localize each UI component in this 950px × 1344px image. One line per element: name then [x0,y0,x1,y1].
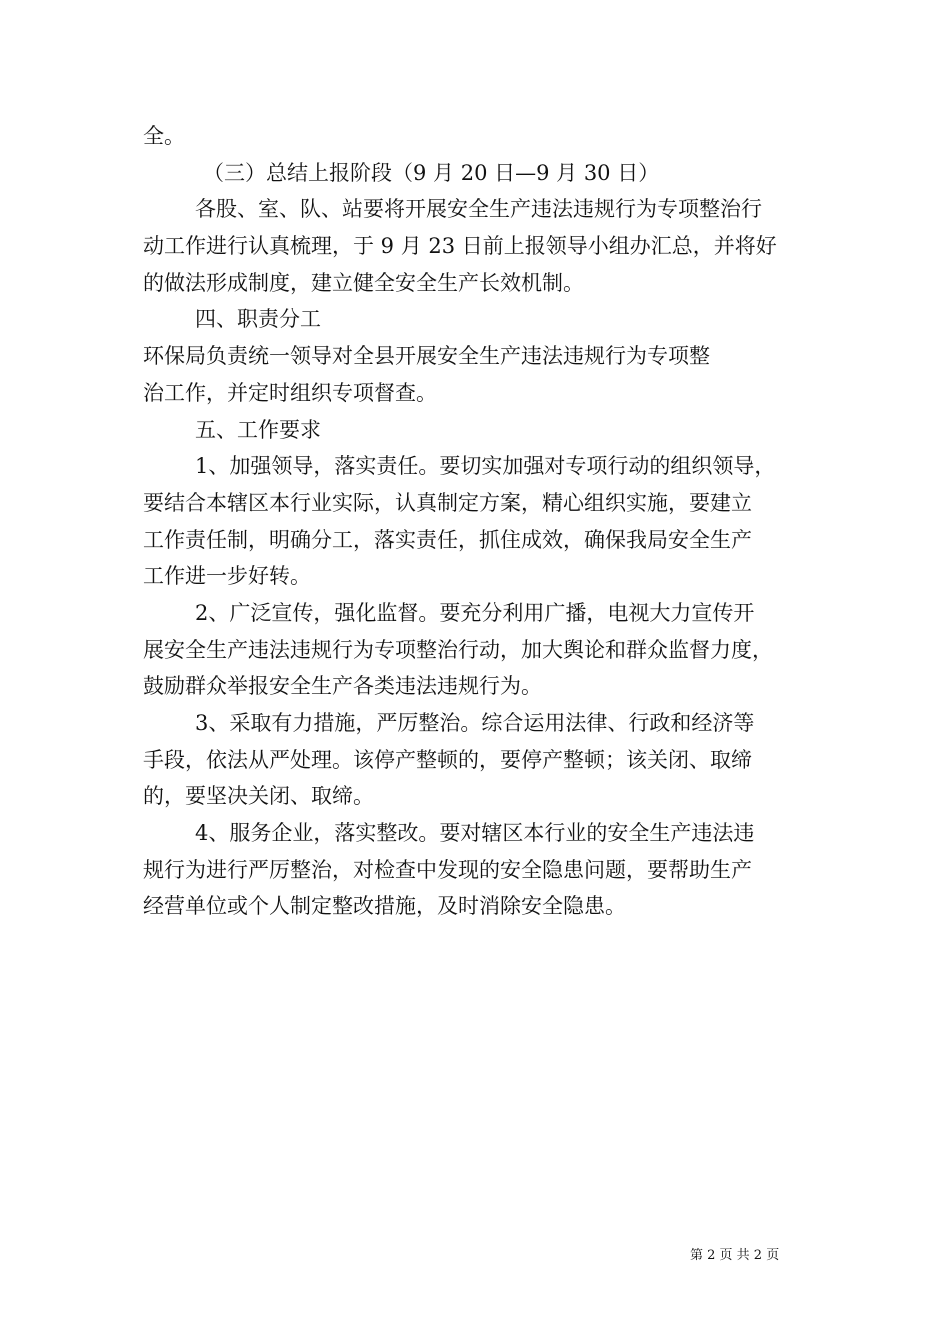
text-line: 手段，依法从严处理。该停产整顿的，要停产整顿；该关闭、取缔 [143,747,752,772]
document-body [143,118,811,925]
text-line: 鼓励群众举报安全生产各类违法违规行为。 [143,674,542,699]
text-line: 工作责任制，明确分工，落实责任，抓住成效，确保我局安全生产 [143,527,752,552]
text-line: 2、广泛宣传，强化监督。要充分利用广播，电视大力宣传开 [195,600,755,625]
section-heading: 四、职责分工 [195,307,321,332]
text-line: 环保局负责统一领导对全县开展安全生产违法违规行为专项整 [143,344,710,369]
section-heading: （三）总结上报阶段（9 月 20 日—9 月 30 日） [203,160,660,185]
section-heading: 五、工作要求 [195,417,321,442]
text-line: 治工作，并定时组织专项督查。 [143,380,437,405]
page-number-footer: 第 2 页 共 2 页 [690,1248,780,1263]
text-line: 4、服务企业，落实整改。要对辖区本行业的安全生产违法违 [195,821,755,846]
text-line: 的，要坚决关闭、取缔。 [143,784,374,809]
text-line: 1、加强领导，落实责任。要切实加强对专项行动的组织领导， [195,454,776,479]
text-line: 的做法形成制度，建立健全安全生产长效机制。 [143,270,584,295]
text-line: 展安全生产违法违规行为专项整治行动，加大舆论和群众监督力度， [143,637,773,662]
text-line: 全。 [143,124,185,148]
text-line: 动工作进行认真梳理，于 9 月 23 日前上报领导小组办汇总，并将好 [143,234,777,259]
text-line: 经营单位或个人制定整改措施，及时消除安全隐患。 [143,894,626,919]
text-line: 规行为进行严厉整治，对检查中发现的安全隐患问题，要帮助生产 [143,857,752,882]
text-line: 工作进一步好转。 [143,564,311,589]
text-line: 要结合本辖区本行业实际，认真制定方案，精心组织实施，要建立 [143,490,752,515]
text-line: 各股、室、队、站要将开展安全生产违法违规行为专项整治行 [195,197,762,222]
text-line: 3、采取有力措施，严厉整治。综合运用法律、行政和经济等 [195,711,755,735]
